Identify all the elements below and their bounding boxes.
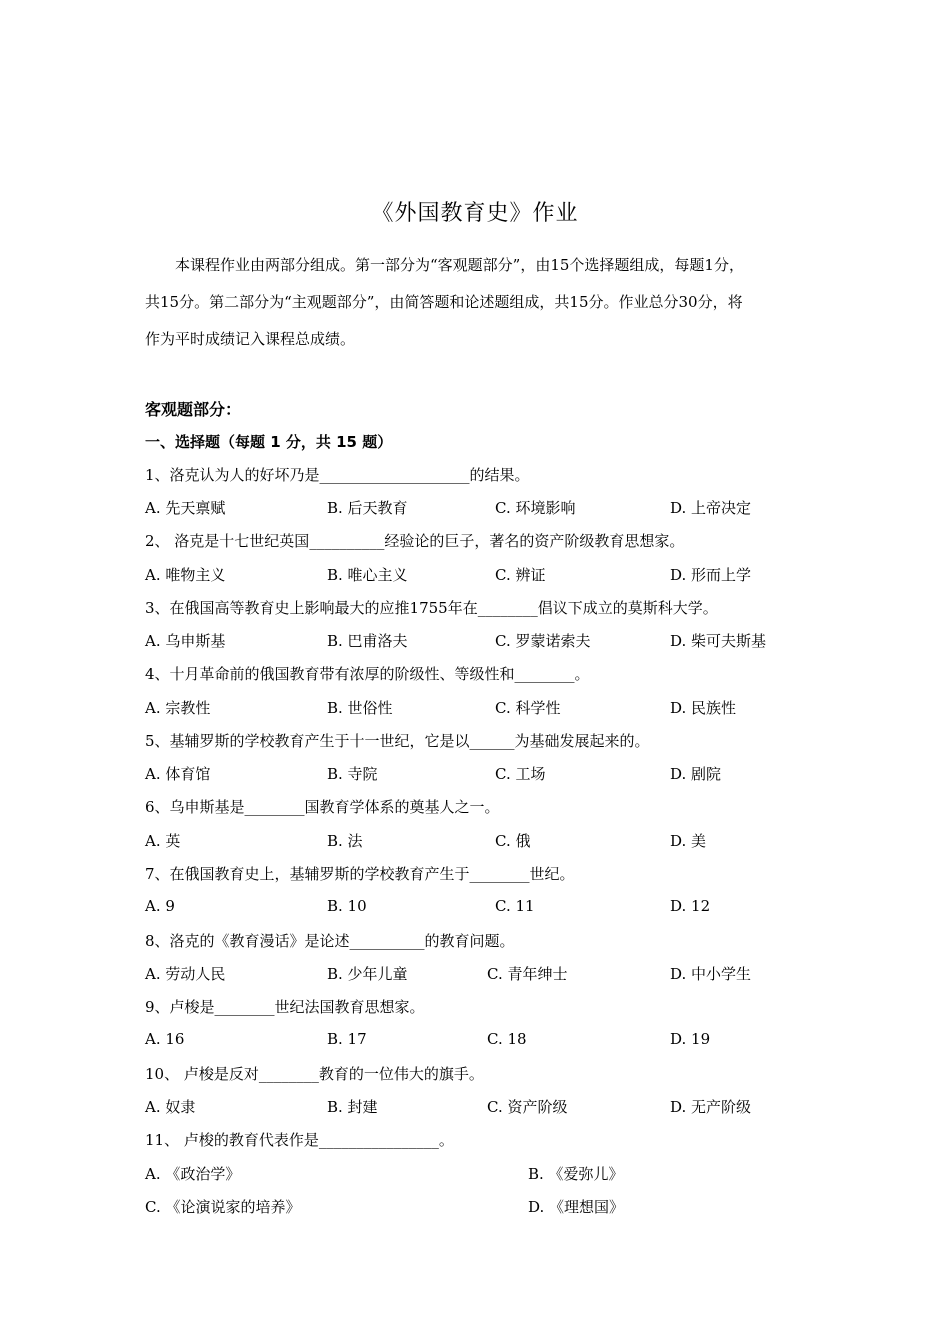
option-b: B. 寺院 bbox=[327, 765, 378, 783]
option-c: C. 18 bbox=[487, 1030, 527, 1048]
document-title: 《外国教育史》作业 bbox=[371, 201, 579, 226]
option-b: B. 唯心主义 bbox=[327, 566, 408, 584]
question-text: 11、 卢梭的教育代表作是________________。 bbox=[145, 1131, 454, 1149]
option-a: A. 英 bbox=[145, 832, 181, 850]
option-d: D. 民族性 bbox=[670, 699, 737, 717]
option-c: C. 罗蒙诺索夫 bbox=[495, 632, 591, 650]
question-text: 10、 卢梭是反对________教育的一位伟大的旗手。 bbox=[145, 1065, 484, 1083]
option-c: C. 科学性 bbox=[495, 699, 561, 717]
question-text: 8、洛克的《教育漫话》是论述__________的教育问题。 bbox=[145, 932, 515, 950]
question-text: 7、在俄国教育史上，基辅罗斯的学校教育产生于________世纪。 bbox=[145, 865, 575, 883]
option-c: C. 11 bbox=[495, 897, 535, 915]
option-a: A. 奴隶 bbox=[145, 1098, 196, 1116]
option-d: D. 《理想国》 bbox=[528, 1198, 625, 1216]
option-b: B. 世俗性 bbox=[327, 699, 393, 717]
option-c: C. 环境影响 bbox=[495, 499, 576, 517]
option-d: D. 形而上学 bbox=[670, 566, 752, 584]
option-b: B. 17 bbox=[327, 1030, 367, 1048]
option-d: D. 19 bbox=[670, 1030, 711, 1048]
intro-line: 本课程作业由两部分组成。第一部分为“客观题部分”，由15个选择题组成，每题1分， bbox=[145, 256, 744, 274]
option-d: D. 上帝决定 bbox=[670, 499, 752, 517]
question-text: 5、基辅罗斯的学校教育产生于十一世纪，它是以______为基础发展起来的。 bbox=[145, 732, 650, 750]
option-a: A. 16 bbox=[145, 1030, 185, 1048]
option-c: C. 《论演说家的培养》 bbox=[145, 1198, 301, 1216]
option-c: C. 工场 bbox=[495, 765, 546, 783]
option-c: C. 辨证 bbox=[495, 566, 546, 584]
option-b: B. 封建 bbox=[327, 1098, 378, 1116]
option-c: C. 俄 bbox=[495, 832, 531, 850]
option-d: D. 无产阶级 bbox=[670, 1098, 752, 1116]
option-a: A. 宗教性 bbox=[145, 699, 211, 717]
option-c: C. 青年绅士 bbox=[487, 965, 568, 983]
option-a: A. 体育馆 bbox=[145, 765, 211, 783]
option-a: A. 乌申斯基 bbox=[145, 632, 226, 650]
option-d: D. 美 bbox=[670, 832, 707, 850]
option-b: B. 后天教育 bbox=[327, 499, 408, 517]
option-b: B. 巴甫洛夫 bbox=[327, 632, 408, 650]
option-a: A. 9 bbox=[145, 897, 175, 915]
question-text: 6、乌申斯基是________国教育学体系的奠基人之一。 bbox=[145, 798, 500, 816]
question-text: 4、十月革命前的俄国教育带有浓厚的阶级性、等级性和________。 bbox=[145, 665, 590, 683]
intro-line: 作为平时成绩记入课程总成绩。 bbox=[145, 330, 356, 348]
option-d: D. 中小学生 bbox=[670, 965, 752, 983]
option-b: B. 《爱弥儿》 bbox=[528, 1165, 624, 1183]
question-text: 1、洛克认为人的好坏乃是____________________的结果。 bbox=[145, 466, 530, 484]
option-b: B. 少年儿童 bbox=[327, 965, 408, 983]
option-d: D. 12 bbox=[670, 897, 711, 915]
option-d: D. 剧院 bbox=[670, 765, 722, 783]
option-a: A. 先天禀赋 bbox=[145, 499, 226, 517]
question-text: 3、在俄国高等教育史上影响最大的应推1755年在________倡议下成立的莫斯科大学。 bbox=[145, 599, 718, 617]
option-b: B. 法 bbox=[327, 832, 363, 850]
option-a: A. 《政治学》 bbox=[145, 1165, 241, 1183]
option-a: A. 劳动人民 bbox=[145, 965, 226, 983]
subsection-heading: 一、选择题（每题 1 分，共 15 题） bbox=[145, 433, 393, 451]
option-d: D. 柴可夫斯基 bbox=[670, 632, 767, 650]
question-text: 2、 洛克是十七世纪英国__________经验论的巨子，著名的资产阶级教育思想家。 bbox=[145, 532, 685, 550]
option-a: A. 唯物主义 bbox=[145, 566, 226, 584]
option-c: C. 资产阶级 bbox=[487, 1098, 568, 1116]
section-heading: 客观题部分： bbox=[145, 400, 242, 419]
option-b: B. 10 bbox=[327, 897, 367, 915]
intro-line: 共15分。第二部分为“主观题部分”，由简答题和论述题组成，共15分。作业总分30分，将 bbox=[145, 293, 743, 311]
question-text: 9、卢梭是________世纪法国教育思想家。 bbox=[145, 998, 425, 1016]
